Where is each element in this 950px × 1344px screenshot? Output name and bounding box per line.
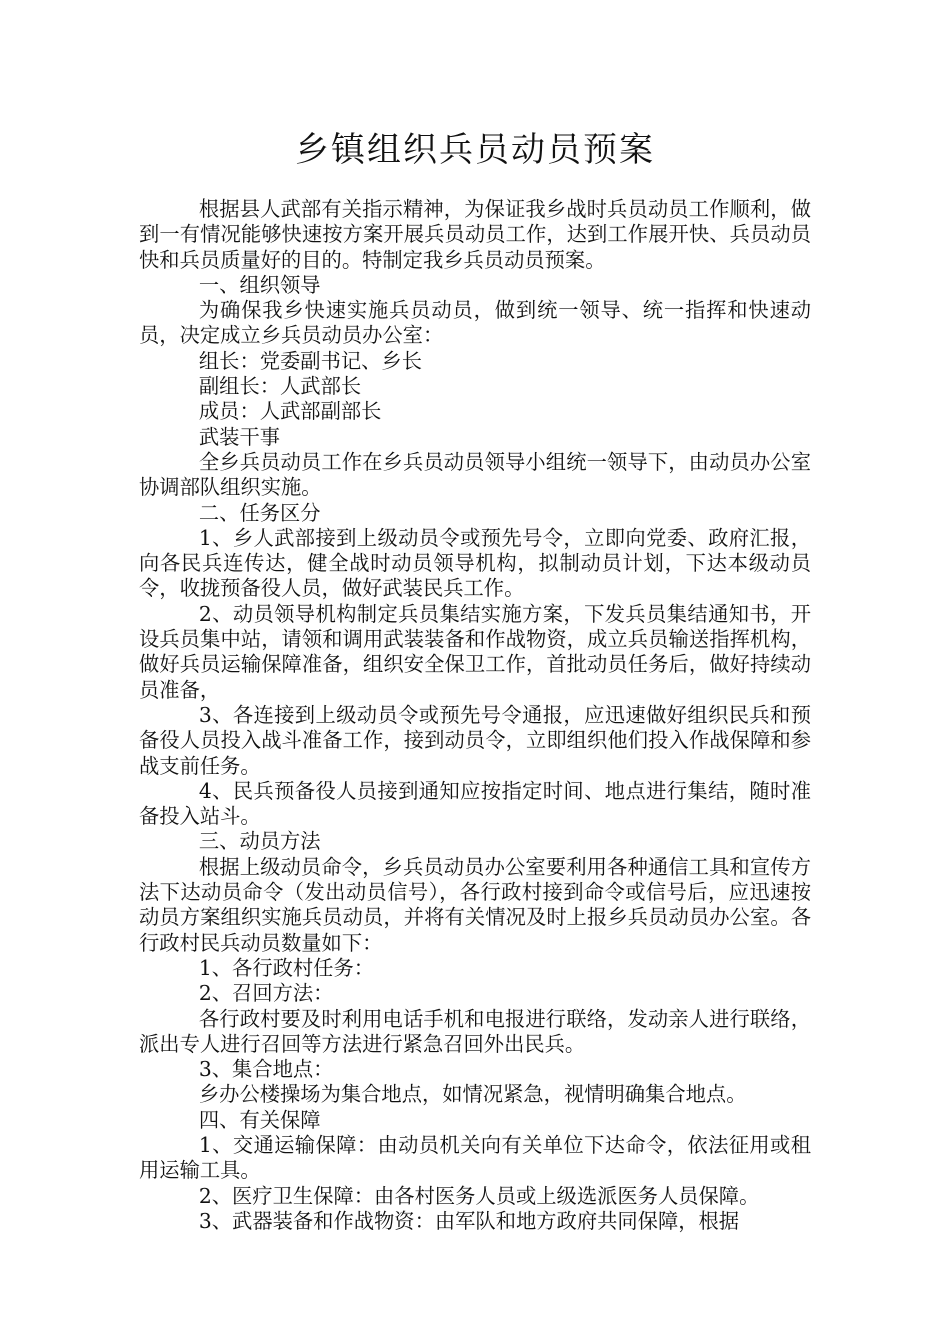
members-line: 成员：人武部副部长 (198, 399, 382, 424)
document-title: 乡镇组织兵员动员预案 (295, 130, 655, 170)
task-item: 4、民兵预备役人员接到通知应按指定时间、地点进行集结，随时准备投入站斗。 (139, 778, 811, 829)
body-paragraph: 根据上级动员命令，乡兵员动员办公室要利用各种通信工具和宣传方法下达动员命令（发出动员信号），各行政村接到命令或信号后，应迅速按动员方案组织实施兵员动员，并将有关情况及时上报乡兵员动员办公室。各行政村民兵动员数量如下： (139, 854, 811, 955)
section-heading-support: 四、有关保障 (198, 1107, 321, 1132)
body-paragraph: 乡办公楼操场为集合地点，如情况紧急，视情明确集合地点。 (198, 1082, 747, 1107)
section-heading-methods: 三、动员方法 (198, 829, 321, 854)
section-heading-organization: 一、组织领导 (198, 272, 321, 297)
support-item: 2、医疗卫生保障：由各村医务人员或上级选派医务人员保障。 (198, 1183, 760, 1208)
support-item: 1、交通运输保障：由动员机关向有关单位下达命令，依法征用或租用运输工具。 (139, 1132, 811, 1183)
support-item: 3、武器装备和作战物资：由军队和地方政府共同保障，根据 (198, 1208, 740, 1233)
body-paragraph: 为确保我乡快速实施兵员动员，做到统一领导、统一指挥和快速动员，决定成立乡兵员动员办公室： (139, 298, 811, 348)
leader-line: 组长：党委副书记、乡长 (198, 348, 422, 373)
section-heading-tasks: 二、任务区分 (198, 500, 321, 525)
body-paragraph: 各行政村要及时利用电话手机和电报进行联络，发动亲人进行联络，派出专人进行召回等方法进行紧急召回外出民兵。 (139, 1006, 811, 1056)
document-body (139, 197, 811, 1234)
method-subheading: 1、各行政村任务： (198, 955, 375, 980)
method-subheading: 2、召回方法： (198, 981, 334, 1006)
intro-paragraph: 根据县人武部有关指示精神，为保证我乡战时兵员动员工作顺利，做到一有情况能够快速按方案开展兵员动员工作，达到工作展开快、兵员动员快和兵员质量好的目的。特制定我乡兵员动员预案。 (139, 197, 811, 272)
task-item: 2、动员领导机构制定兵员集结实施方案，下发兵员集结通知书，开设兵员集中站，请领和调用武装装备和作战物资，成立兵员输送指挥机构，做好兵员运输保障准备，组织安全保卫工作，首批动员任务后，做好持续动员准备， (139, 601, 811, 702)
task-item: 1、乡人武部接到上级动员令或预先号令，立即向党委、政府汇报，向各民兵连传达，健全战时动员领导机构，拟制动员计划，下达本级动员令，收拢预备役人员，做好武装民兵工作。 (139, 525, 811, 601)
members-line-continued: 武装干事 (198, 424, 281, 449)
body-paragraph: 全乡兵员动员工作在乡兵员动员领导小组统一领导下，由动员办公室协调部队组织实施。 (139, 449, 811, 500)
deputy-leader-line: 副组长：人武部长 (198, 374, 362, 399)
task-item: 3、各连接到上级动员令或预先号令通报，应迅速做好组织民兵和预备役人员投入战斗准备工作，接到动员令，立即组织他们投入作战保障和参战支前任务。 (139, 702, 811, 778)
method-subheading: 3、集合地点： (198, 1057, 334, 1082)
